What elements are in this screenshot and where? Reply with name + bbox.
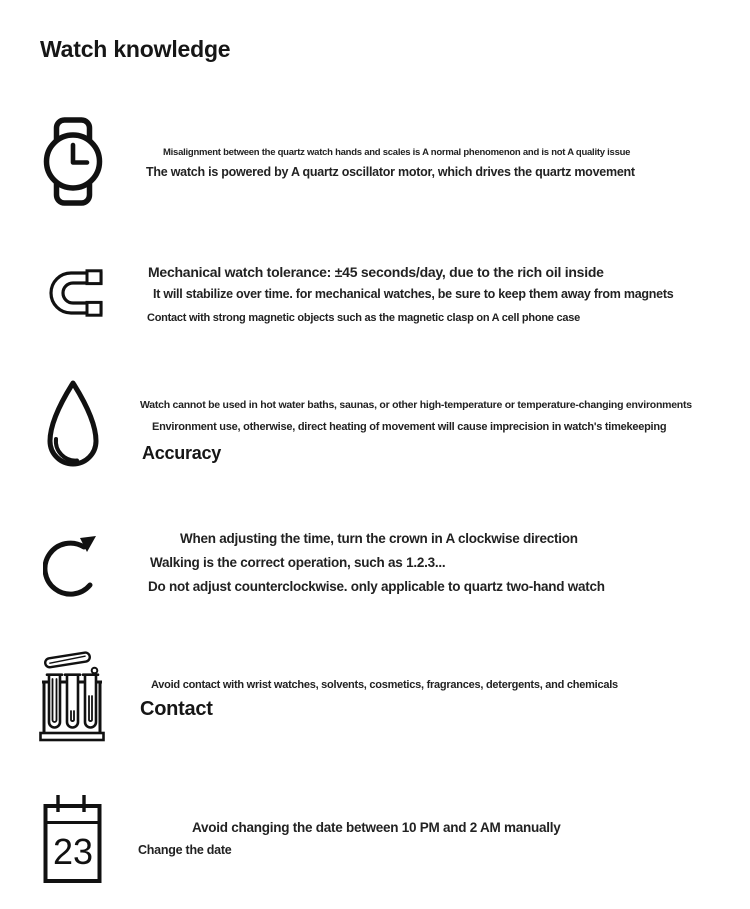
- test-tubes-icon-svg: [39, 648, 105, 743]
- calendar-icon: [42, 793, 103, 885]
- magnet-icon: [43, 269, 105, 317]
- page-title: Watch knowledge: [40, 36, 231, 62]
- section2-line1: Mechanical watch tolerance: ±45 seconds/day, due to the rich oil inside: [148, 264, 604, 280]
- water-drop-icon: [44, 378, 102, 475]
- water-drop-icon-svg: [44, 378, 102, 475]
- calendar-day: 23: [53, 831, 94, 872]
- rotate-clockwise-icon-svg: [43, 527, 105, 603]
- section4-line1: When adjusting the time, turn the crown in A clockwise direction: [180, 531, 578, 546]
- section1-line1: Misalignment between the quartz watch hands and scales is A normal phenomenon and is not A quality issue: [163, 147, 631, 158]
- test-tubes-icon: [39, 648, 105, 743]
- section2-line3: Contact with strong magnetic objects such as the magnetic clasp on A cell phone case: [147, 312, 580, 324]
- section5-heading: Contact: [140, 698, 213, 720]
- section2-line2: It will stabilize over time. for mechanical watches, be sure to keep them away from magnets: [153, 287, 674, 301]
- section1-line2: The watch is powered by A quartz oscillator motor, which drives the quartz movement: [146, 165, 635, 179]
- watch-icon-svg: [42, 116, 104, 207]
- section3-line2: Environment use, otherwise, direct heating of movement will cause imprecision in watch's timekeeping: [152, 421, 667, 433]
- section4-line3: Do not adjust counterclockwise. only applicable to quartz two-hand watch: [148, 579, 605, 594]
- section5-line1: Avoid contact with wrist watches, solvents, cosmetics, fragrances, detergents, and chemicals: [151, 679, 618, 691]
- section6-line2: Change the date: [138, 843, 232, 857]
- section4-line2: Walking is the correct operation, such as 1.2.3...: [150, 555, 446, 570]
- section3-line1: Watch cannot be used in hot water baths, saunas, or other high-temperature or temperature-changing environments: [140, 399, 692, 411]
- section6-line1: Avoid changing the date between 10 PM and 2 AM manually: [192, 820, 561, 835]
- watch-icon: [42, 116, 104, 207]
- rotate-clockwise-icon: [43, 527, 105, 603]
- calendar-icon-svg: [42, 793, 103, 885]
- section3-heading: Accuracy: [142, 443, 222, 463]
- magnet-icon-svg: [43, 269, 105, 317]
